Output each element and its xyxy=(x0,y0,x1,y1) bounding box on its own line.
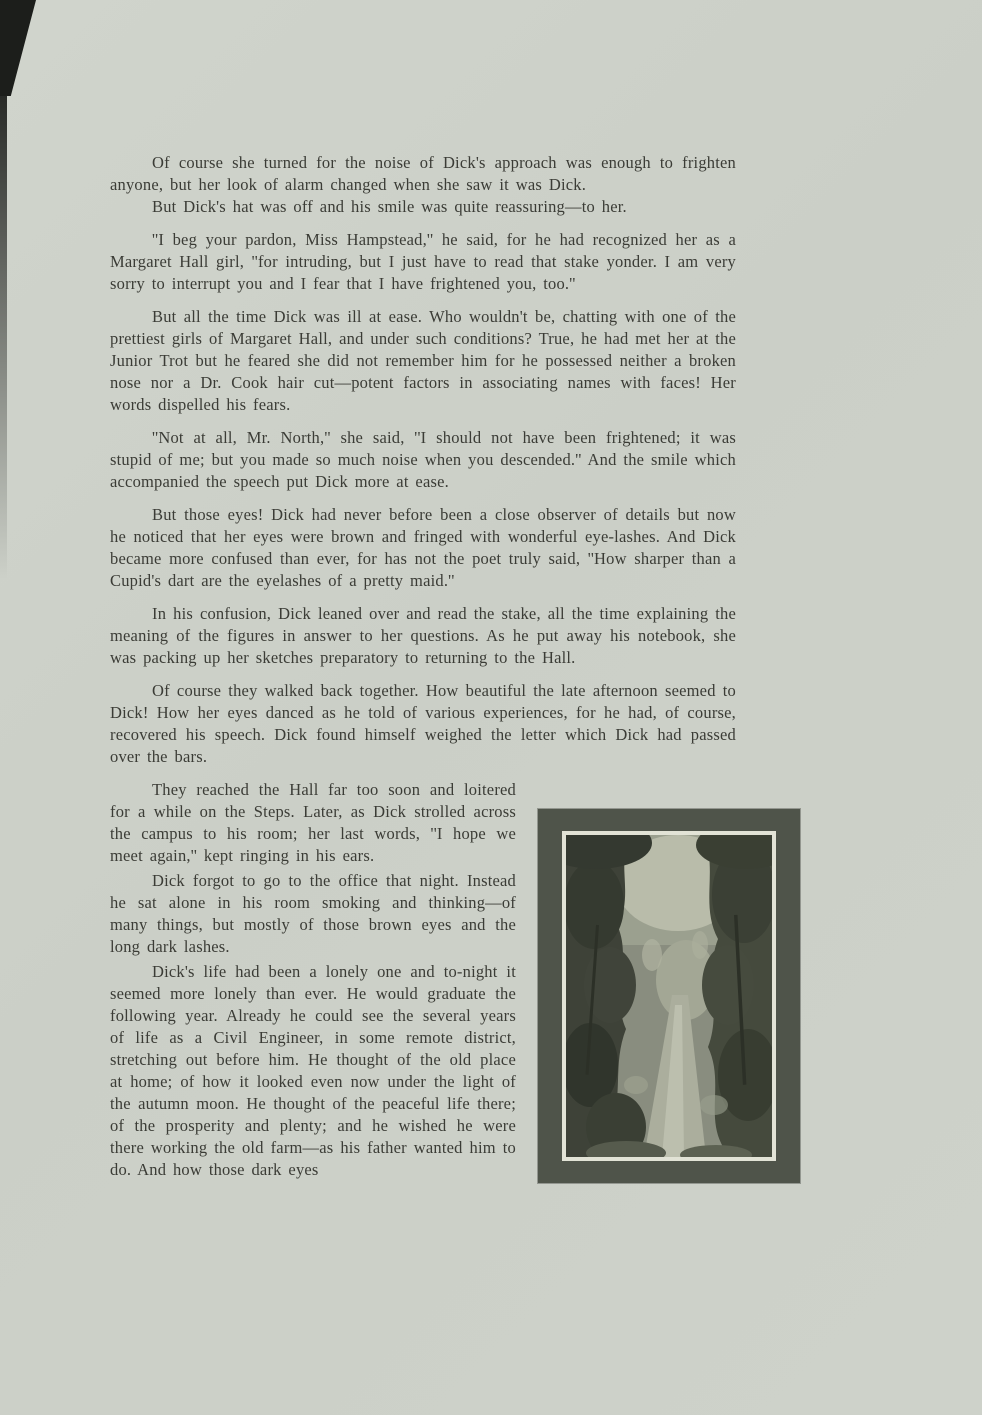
paragraph: But Dick's hat was off and his smile was quite reassuring—to her. xyxy=(152,197,627,216)
wrap-section xyxy=(110,779,736,1181)
garden-path-photo xyxy=(538,809,800,1183)
paragraph: Of course she turned for the noise of Dick's approach was enough to frighten anyone, but her look of alarm changed when she saw it was Dick. xyxy=(110,153,736,194)
paragraph: Of course they walked back together. How beautiful the late afternoon seemed to Dick! How her eyes danced as he told of various experiences, for he had, of course, recovered his speech. Dick found himself weighed the letter which Dick had passed over the bars. xyxy=(110,681,736,766)
photo-mat-border xyxy=(562,831,776,1161)
paragraph: ''I beg your pardon, Miss Hampstead,'' he said, for he had recognized her as a Margaret Hall girl, ''for intruding, but I just have to read that stake yonder. I am very sorry to interrupt you and I fear that I have frightened you, too.'' xyxy=(110,230,736,293)
paragraph: In his confusion, Dick leaned over and read the stake, all the time explaining the meaning of the figures in answer to her questions. As he put away his notebook, she was packing up her sketches preparatory to returning to the Hall. xyxy=(110,604,736,667)
garden-path-photo-image xyxy=(566,835,772,1157)
text-block xyxy=(110,152,736,1193)
paragraph: Dick's life had been a lonely one and to-night it seemed more lonely than ever. He would graduate the following year. Already he could see the several years of life as a Civil Engineer, in some remote district, stretching out before him. He thought of the old place at home; of how it looked even now under the light of the autumn moon. He thought of the peaceful life there; of the prosperity and plenty; and he wished he were there working the old farm—as his father wanted him to do. And how those dark eyes xyxy=(110,962,516,1179)
paragraph: Dick forgot to go to the office that night. Instead he sat alone in his room smoking and thinking—of many things, but mostly of those brown eyes and the long dark lashes. xyxy=(110,871,516,956)
scan-edge-line xyxy=(0,60,7,580)
paragraph: But those eyes! Dick had never before been a close observer of details but now he noticed that her eyes were brown and fringed with wonderful eye-lashes. And Dick became more confused than ever, for has not the poet truly said, ''How sharper than a Cupid's dart are the eyelashes of a pretty maid.'' xyxy=(110,505,736,590)
paragraph: But all the time Dick was ill at ease. Who wouldn't be, chatting with one of the prettiest girls of Margaret Hall, and under such conditions? True, he had met her at the Junior Trot but he feared she did not remember him for he possessed neither a broken nose nor a Dr. Cook hair cut—potent factors in associating names with faces! Her words dispelled his fears. xyxy=(110,307,736,414)
paragraph: ''Not at all, Mr. North,'' she said, ''I should not have been frightened; it was stupid of me; but you made so much noise when you descended.'' And the smile which accompanied the speech put Dick more at ease. xyxy=(110,428,736,491)
paragraph: They reached the Hall far too soon and loitered for a while on the Steps. Later, as Dick strolled across the campus to his room; her last words, ''I hope we meet again,'' kept ringing in his ears. xyxy=(110,780,516,865)
